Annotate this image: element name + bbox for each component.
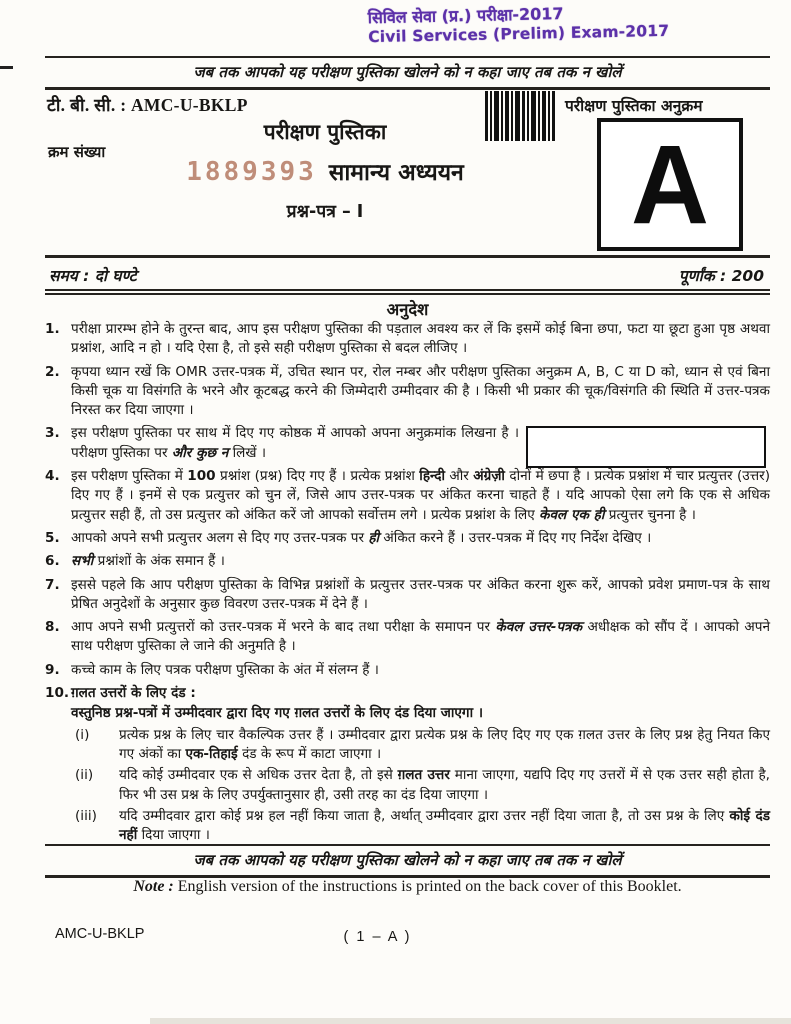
instruction-text: आपको अपने सभी प्रत्युत्तर अलग से दिए गए उत्तर-पत्रक पर ही अंकित करने हैं । उत्तर-पत्रक में दिए गए निर्देश देखिए । [71, 529, 652, 546]
instruction-number: 6. [45, 553, 60, 570]
footer-page-marker: ( 1 – A ) [343, 929, 412, 945]
tbc-code: टी. बी. सी. : AMC-U-BKLP [47, 95, 248, 115]
serial-number: 1889393 [186, 157, 317, 187]
instructions-list [45, 320, 770, 849]
stamp-hindi-line: सिविल सेवा (प्र.) परीक्षा-2017 [367, 4, 564, 28]
instruction-9 [45, 661, 770, 680]
margin-mark [0, 66, 13, 69]
sub-item-number: (iii) [75, 807, 97, 824]
instruction-number: 7. [45, 576, 60, 593]
instruction-text: कृपया ध्यान रखें कि OMR उत्तर-पत्रक में, उचित स्थान पर, रोल नम्बर और परीक्षण पुस्तिका अनुक्रम A, B, C या D को, ध्यान से एवं बिना किसी चूक या विसंगति के भरने और कूटबद्ध करने की जिम्मेदारी उम्मीदवार की है । किसी भी प्रकार की चूक/विसंगति की स्थिति में उत्तर-पत्रक निरस्त कर दिया जाएगा । [71, 363, 770, 419]
instruction-text: इससे पहले कि आप परीक्षण पुस्तिका के विभिन्न प्रश्नांशों के प्रत्युत्तर उत्तर-पत्रक पर अंकित करना शुरू करें, आपको प्रवेश प्रमाण-पत्र के साथ प्रेषित अनुदेशों के अनुसार कुछ विवरण उत्तर-पत्रक में देने हैं । [71, 576, 770, 612]
instruction-5 [45, 529, 770, 548]
instruction-8 [45, 618, 770, 657]
footer-booklet-code: AMC-U-BKLP [55, 926, 145, 942]
penalty-intro: वस्तुनिष्ठ प्रश्न-पत्रों में उम्मीदवार द्वारा दिए गए ग़लत उत्तरों के लिए दंड दिया जाएगा । [71, 705, 483, 722]
instruction-4 [45, 467, 770, 525]
instruction-10-sub-1 [71, 726, 770, 765]
instruction-text: आप अपने सभी प्रत्युत्तरों को उत्तर-पत्रक में भरने के बाद तथा परीक्षा के समापन पर केवल उत्तर-पत्रक अधीक्षक को सौंप दें । आपको अपने साथ परीक्षण पुस्तिका ले जाने की अनुमति है । [71, 619, 771, 655]
divider-double-rule [45, 289, 770, 295]
instruction-7 [45, 576, 770, 615]
sub-item-number: (i) [75, 726, 90, 743]
stamp-english-line: Civil Services (Prelim) Exam-2017 [368, 21, 670, 47]
instruction-text: इस परीक्षण पुस्तिका पर साथ में दिए गए कोष्ठक में आपको अपना अनुक्रमांक लिखना है । परीक्षण पुस्तिका पर और कुछ न लिखें । [71, 425, 519, 461]
instruction-number: 2. [45, 363, 60, 380]
instruction-2 [45, 363, 770, 421]
instruction-10 [45, 684, 770, 845]
instruction-number: 10. [45, 685, 70, 702]
note-text: English version of the instructions is printed on the back cover of this Booklet. [173, 878, 682, 895]
instruction-text: ग़लत उत्तरों के लिए दंड : वस्तुनिष्ठ प्रश्न-पत्रों में उम्मीदवार द्वारा दिए गए ग़लत उत्तरों के लिए दंड दिया जाएगा । (i) प्रत्येक प्रश्न के लिए चार वैकल्पिक उत्तर हैं । उम्मीदवार द्वारा प्रत्येक प्रश्न के लिए दिए गए एक ग़लत उत्तर के लिए प्रश्न हेतु नियत किए गए अंकों का एक-तिहाई दंड के रूप में काटा जाएगा । (ii) यदि कोई उम्मीदवार एक से अधिक उत्तर देता है, तो इसे ग़लत उत्तर माना जाएगा, यद्यपि दिए गए उत्तरों में से एक उत्तर सही होता है, फिर भी उस प्रश्न के लिए उपर्युक्तानुसार ही, उसी तरह का दंड दिया जाएगा । (iii) यदि उम्मीदवार द्वारा कोई प्रश्न हल नहीं किया जाता है, अर्थात् उम्मीदवार द्वारा उत्तर नहीं दिया जाता है, तो उस प्रश्न के लिए कोई दंड नहीं दिया जाएगा । [71, 684, 770, 845]
instruction-1 [45, 320, 770, 359]
english-version-note [45, 878, 770, 896]
sub-item-number: (ii) [75, 767, 94, 784]
instruction-text: सभी प्रश्नांशों के अंक समान हैं । [71, 553, 225, 570]
roll-number-box [526, 426, 766, 468]
series-letter: A [631, 121, 709, 247]
instruction-text: इस परीक्षण पुस्तिका में 100 प्रश्नांश (प्रश्न) दिए गए हैं । प्रत्येक प्रश्नांश हिन्दी और अंग्रेज़ी दोनों में छपा है । प्रत्येक प्रश्नांश में चार प्रत्युत्तर (उत्तर) दिए गए हैं । इनमें से एक प्रत्युत्तर को चुन लें, जिसे आप उत्तर-पत्रक पर अंकित करना चाहते हैं । यदि आपको ऐसा लगे कि एक से अधिक प्रत्युत्तर सही हैं, तो उस प्रत्युत्तर को अंकित करें जो आपको सर्वोत्तम लगे । प्रत्येक प्रश्नांश के लिए केवल एक ही प्रत्युत्तर चुनना है । [71, 468, 770, 523]
instruction-text: परीक्षा प्रारम्भ होने के तुरन्त बाद, आप इस परीक्षण पुस्तिका की पड़ताल अवश्य कर लें कि इसमें कोई बिना छपा, फटा या छूटा हुआ पृष्ठ अथवा प्रश्नांश, आदि न हो । यदि ऐसा है, तो इसे सही परीक्षण पुस्तिका से बदल लीजिए । [71, 321, 770, 357]
instruction-number: 1. [45, 321, 60, 337]
sub-item-text: यदि कोई उम्मीदवार एक से अधिक उत्तर देता है, तो इसे ग़लत उत्तर माना जाएगा, यद्यपि दिए गए उत्तरों में से एक उत्तर सही होता है, फिर भी उस प्रश्न के लिए उपर्युक्तानुसार ही, उसी तरह का दंड दिया जाएगा । [119, 767, 770, 803]
booklet-title: परीक्षण पुस्तिका [263, 120, 387, 144]
instruction-10-sub-2 [71, 766, 770, 805]
meta-row [45, 255, 770, 293]
exam-stamp [368, 2, 670, 48]
series-letter-box [597, 118, 743, 251]
instruction-number: 9. [45, 661, 60, 678]
instructions-heading: अनुदेश [386, 300, 429, 319]
note-label: Note : [133, 878, 174, 895]
instruction-number: 8. [45, 619, 60, 636]
title-block [140, 118, 510, 223]
serial-number-label: क्रम संख्या [48, 143, 106, 161]
bottom-warning-strip: जब तक आपको यह परीक्षण पुस्तिका खोलने को न कहा जाए तब तक न खोलें [45, 844, 770, 878]
instruction-10-sub-3 [71, 807, 770, 846]
paper-number: प्रश्न-पत्र – I [286, 202, 364, 222]
maximum-marks: पूर्णांक : 200 [678, 267, 764, 285]
subject-title: सामान्य अध्ययन [328, 160, 464, 186]
instruction-text: कच्चे काम के लिए पत्रक परीक्षण पुस्तिका के अंत में संलग्न हैं । [71, 661, 379, 678]
sub-item-text: यदि उम्मीदवार द्वारा कोई प्रश्न हल नहीं किया जाता है, अर्थात् उम्मीदवार द्वारा उत्तर नहीं दिया जाता है, तो उस प्रश्न के लिए कोई दंड नहीं दिया जाएगा । [119, 807, 770, 844]
instruction-number: 3. [45, 425, 60, 442]
top-warning-strip: जब तक आपको यह परीक्षण पुस्तिका खोलने को न कहा जाए तब तक न खोलें [45, 56, 770, 90]
instruction-6 [45, 552, 770, 571]
instruction-number: 4. [45, 468, 60, 485]
instruction-3 [45, 424, 770, 463]
sub-item-text: प्रत्येक प्रश्न के लिए चार वैकल्पिक उत्तर हैं । उम्मीदवार द्वारा प्रत्येक प्रश्न के लिए दिए गए एक ग़लत उत्तर के लिए प्रश्न हेतु नियत किए गए अंकों का एक-तिहाई दंड के रूप में काटा जाएगा । [119, 726, 770, 762]
masthead [45, 88, 770, 256]
series-label: परीक्षण पुस्तिका अनुक्रम [565, 97, 703, 115]
time-allowed: समय : दो घण्टे [49, 267, 137, 285]
instruction-number: 5. [45, 529, 60, 546]
scan-edge-artifact [150, 1018, 791, 1024]
